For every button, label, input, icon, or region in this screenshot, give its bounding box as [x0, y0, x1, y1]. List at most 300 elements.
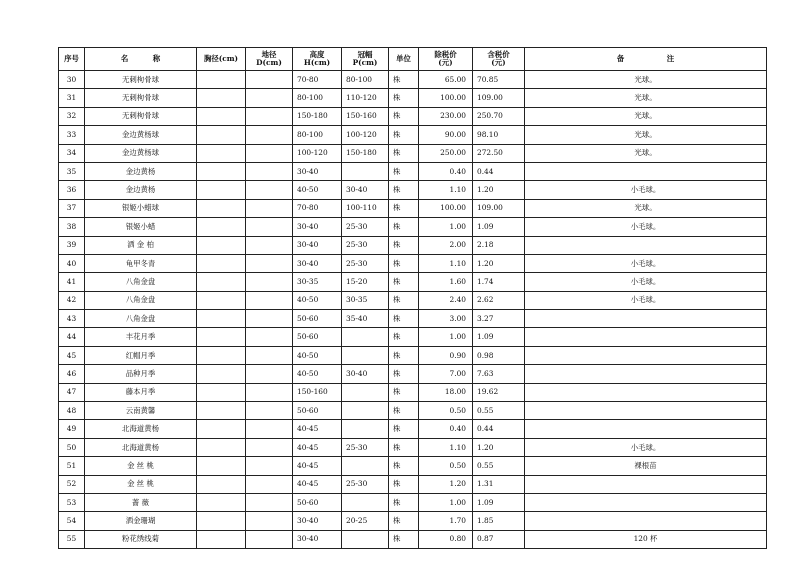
header-price-ex-tax-line1: 除税价 [434, 50, 457, 59]
cell-price-ex-tax: 3.00 [419, 310, 473, 328]
cell-unit: 株 [389, 457, 419, 475]
cell-unit: 株 [389, 144, 419, 162]
cell-price-ex-tax: 1.00 [419, 328, 473, 346]
cell-name: 藤本月季 [85, 383, 197, 401]
cell-crown [342, 420, 389, 438]
cell-price-inc-tax: 1.20 [473, 181, 525, 199]
cell-price-ex-tax: 0.50 [419, 457, 473, 475]
cell-name: 北海道黄杨 [85, 420, 197, 438]
cell-height: 40-50 [293, 346, 342, 364]
cell-crown [342, 530, 389, 548]
cell-dbh [197, 291, 246, 309]
cell-price-ex-tax: 1.10 [419, 254, 473, 272]
header-remark: 备 注 [525, 48, 767, 71]
cell-height: 40-45 [293, 475, 342, 493]
cell-price-inc-tax: 109.00 [473, 89, 525, 107]
cell-ground-diameter [246, 402, 293, 420]
cell-remark [525, 328, 767, 346]
header-dbh: 胸径(cm) [197, 48, 246, 71]
cell-price-inc-tax: 3.27 [473, 310, 525, 328]
cell-name: 蔷 薇 [85, 493, 197, 511]
cell-ground-diameter [246, 107, 293, 125]
cell-remark: 小毛球。 [525, 273, 767, 291]
cell-crown [342, 493, 389, 511]
cell-dbh [197, 71, 246, 89]
cell-unit: 株 [389, 181, 419, 199]
cell-height: 80-100 [293, 126, 342, 144]
cell-unit: 株 [389, 273, 419, 291]
cell-name: 银姬小蜡 [85, 218, 197, 236]
table-row [59, 71, 767, 89]
cell-remark [525, 402, 767, 420]
cell-unit: 株 [389, 438, 419, 456]
cell-price-ex-tax: 1.00 [419, 493, 473, 511]
cell-price-inc-tax: 0.55 [473, 402, 525, 420]
cell-unit: 株 [389, 236, 419, 254]
cell-remark [525, 420, 767, 438]
cell-price-inc-tax: 1.85 [473, 512, 525, 530]
cell-price-ex-tax: 0.40 [419, 420, 473, 438]
cell-seq: 41 [59, 273, 85, 291]
cell-price-inc-tax: 0.44 [473, 162, 525, 180]
header-price-inc-tax [473, 48, 525, 71]
cell-dbh [197, 402, 246, 420]
table-row [59, 493, 767, 511]
cell-name: 北海道黄杨 [85, 438, 197, 456]
cell-seq: 55 [59, 530, 85, 548]
cell-unit: 株 [389, 126, 419, 144]
cell-dbh [197, 254, 246, 272]
cell-price-ex-tax: 1.10 [419, 181, 473, 199]
cell-price-ex-tax: 1.10 [419, 438, 473, 456]
cell-unit: 株 [389, 291, 419, 309]
cell-remark [525, 475, 767, 493]
cell-crown [342, 402, 389, 420]
cell-unit: 株 [389, 475, 419, 493]
cell-price-inc-tax: 0.55 [473, 457, 525, 475]
table-row [59, 107, 767, 125]
cell-seq: 53 [59, 493, 85, 511]
cell-price-inc-tax: 70.85 [473, 71, 525, 89]
cell-ground-diameter [246, 530, 293, 548]
cell-unit: 株 [389, 346, 419, 364]
table-row [59, 328, 767, 346]
cell-crown: 25-30 [342, 218, 389, 236]
cell-dbh [197, 89, 246, 107]
cell-dbh [197, 310, 246, 328]
header-height [293, 48, 342, 71]
cell-crown: 100-120 [342, 126, 389, 144]
cell-dbh [197, 493, 246, 511]
cell-name: 金边黄杨 [85, 162, 197, 180]
cell-height: 30-40 [293, 218, 342, 236]
header-crown-line2: P(cm) [352, 58, 378, 67]
cell-crown: 35-40 [342, 310, 389, 328]
cell-remark: 光球。 [525, 144, 767, 162]
header-crown-line1: 冠幅 [357, 50, 373, 59]
cell-crown [342, 162, 389, 180]
cell-seq: 49 [59, 420, 85, 438]
cell-unit: 株 [389, 71, 419, 89]
cell-price-ex-tax: 230.00 [419, 107, 473, 125]
cell-name: 金 丝 桃 [85, 475, 197, 493]
cell-remark: 小毛球。 [525, 218, 767, 236]
header-crown [342, 48, 389, 71]
table-row [59, 512, 767, 530]
table-row [59, 218, 767, 236]
cell-unit: 株 [389, 493, 419, 511]
cell-ground-diameter [246, 89, 293, 107]
cell-ground-diameter [246, 71, 293, 89]
cell-unit: 株 [389, 402, 419, 420]
cell-price-ex-tax: 90.00 [419, 126, 473, 144]
cell-height: 70-80 [293, 71, 342, 89]
cell-remark: 小毛球。 [525, 181, 767, 199]
cell-dbh [197, 144, 246, 162]
cell-dbh [197, 218, 246, 236]
cell-ground-diameter [246, 346, 293, 364]
cell-price-ex-tax: 2.40 [419, 291, 473, 309]
cell-crown: 150-180 [342, 144, 389, 162]
cell-crown [342, 328, 389, 346]
cell-dbh [197, 162, 246, 180]
table-row [59, 438, 767, 456]
cell-price-inc-tax: 1.09 [473, 493, 525, 511]
cell-ground-diameter [246, 273, 293, 291]
cell-ground-diameter [246, 328, 293, 346]
cell-unit: 株 [389, 365, 419, 383]
cell-crown: 100-110 [342, 199, 389, 217]
cell-name: 八角金盘 [85, 291, 197, 309]
table-row [59, 420, 767, 438]
cell-unit: 株 [389, 218, 419, 236]
cell-price-inc-tax: 109.00 [473, 199, 525, 217]
cell-price-inc-tax: 19.62 [473, 383, 525, 401]
cell-height: 70-80 [293, 199, 342, 217]
table-row [59, 365, 767, 383]
table-row [59, 162, 767, 180]
cell-crown: 30-35 [342, 291, 389, 309]
cell-remark [525, 493, 767, 511]
cell-unit: 株 [389, 89, 419, 107]
cell-seq: 34 [59, 144, 85, 162]
table-row [59, 530, 767, 548]
cell-height: 30-40 [293, 530, 342, 548]
table-row [59, 457, 767, 475]
cell-ground-diameter [246, 475, 293, 493]
cell-unit: 株 [389, 254, 419, 272]
table-row [59, 310, 767, 328]
cell-remark: 120 杯 [525, 530, 767, 548]
cell-price-ex-tax: 7.00 [419, 365, 473, 383]
cell-ground-diameter [246, 493, 293, 511]
cell-crown: 30-40 [342, 181, 389, 199]
cell-remark: 光球。 [525, 126, 767, 144]
cell-crown: 150-160 [342, 107, 389, 125]
cell-seq: 33 [59, 126, 85, 144]
cell-height: 30-40 [293, 254, 342, 272]
cell-name: 品种月季 [85, 365, 197, 383]
table-row [59, 199, 767, 217]
cell-seq: 31 [59, 89, 85, 107]
cell-dbh [197, 126, 246, 144]
cell-height: 40-45 [293, 438, 342, 456]
cell-seq: 44 [59, 328, 85, 346]
cell-remark [525, 310, 767, 328]
cell-height: 150-160 [293, 383, 342, 401]
cell-remark: 小毛球。 [525, 291, 767, 309]
cell-price-ex-tax: 1.20 [419, 475, 473, 493]
cell-name: 红帽月季 [85, 346, 197, 364]
cell-name: 云南黄馨 [85, 402, 197, 420]
price-table [58, 47, 767, 549]
cell-dbh [197, 383, 246, 401]
cell-name: 无刺枸骨球 [85, 107, 197, 125]
cell-remark [525, 383, 767, 401]
cell-dbh [197, 420, 246, 438]
table-row [59, 89, 767, 107]
cell-price-ex-tax: 0.50 [419, 402, 473, 420]
cell-ground-diameter [246, 291, 293, 309]
cell-height: 40-45 [293, 420, 342, 438]
cell-ground-diameter [246, 365, 293, 383]
cell-crown: 20-25 [342, 512, 389, 530]
cell-height: 30-35 [293, 273, 342, 291]
cell-dbh [197, 475, 246, 493]
cell-price-inc-tax: 1.09 [473, 218, 525, 236]
header-unit: 单位 [389, 48, 419, 71]
cell-price-ex-tax: 1.70 [419, 512, 473, 530]
cell-crown: 30-40 [342, 365, 389, 383]
cell-unit: 株 [389, 530, 419, 548]
cell-height: 100-120 [293, 144, 342, 162]
cell-price-inc-tax: 1.20 [473, 254, 525, 272]
cell-name: 金边黄杨 [85, 181, 197, 199]
cell-name: 龟甲冬青 [85, 254, 197, 272]
cell-ground-diameter [246, 383, 293, 401]
cell-crown: 25-30 [342, 254, 389, 272]
cell-height: 50-60 [293, 402, 342, 420]
cell-name: 粉花绣线菊 [85, 530, 197, 548]
table-row [59, 273, 767, 291]
header-price-ex-tax-line2: (元) [438, 58, 453, 67]
cell-dbh [197, 199, 246, 217]
cell-price-inc-tax: 0.44 [473, 420, 525, 438]
cell-price-inc-tax: 1.31 [473, 475, 525, 493]
cell-seq: 50 [59, 438, 85, 456]
cell-ground-diameter [246, 420, 293, 438]
header-seq: 序号 [59, 48, 85, 71]
cell-ground-diameter [246, 438, 293, 456]
cell-ground-diameter [246, 126, 293, 144]
cell-remark [525, 162, 767, 180]
cell-name: 无刺枸骨球 [85, 71, 197, 89]
cell-name: 金边黄杨球 [85, 144, 197, 162]
cell-price-inc-tax: 250.70 [473, 107, 525, 125]
cell-crown [342, 457, 389, 475]
cell-ground-diameter [246, 199, 293, 217]
cell-dbh [197, 512, 246, 530]
cell-remark [525, 236, 767, 254]
cell-dbh [197, 457, 246, 475]
cell-name: 金边黄杨球 [85, 126, 197, 144]
header-row [59, 48, 767, 71]
cell-name: 八角金盘 [85, 310, 197, 328]
cell-seq: 32 [59, 107, 85, 125]
cell-ground-diameter [246, 218, 293, 236]
cell-seq: 43 [59, 310, 85, 328]
cell-crown: 110-120 [342, 89, 389, 107]
cell-height: 150-180 [293, 107, 342, 125]
cell-crown: 80-100 [342, 71, 389, 89]
cell-name: 洒 金 柏 [85, 236, 197, 254]
cell-price-ex-tax: 65.00 [419, 71, 473, 89]
header-price-inc-tax-line1: 含税价 [487, 50, 510, 59]
table-row [59, 383, 767, 401]
cell-unit: 株 [389, 512, 419, 530]
cell-price-ex-tax: 18.00 [419, 383, 473, 401]
cell-name: 银姬小蜡球 [85, 199, 197, 217]
cell-dbh [197, 181, 246, 199]
cell-ground-diameter [246, 236, 293, 254]
cell-seq: 36 [59, 181, 85, 199]
cell-height: 30-40 [293, 512, 342, 530]
cell-ground-diameter [246, 512, 293, 530]
table-row [59, 346, 767, 364]
header-height-line1: 高度 [309, 50, 325, 59]
cell-dbh [197, 328, 246, 346]
cell-height: 50-60 [293, 310, 342, 328]
cell-seq: 47 [59, 383, 85, 401]
cell-price-inc-tax: 1.74 [473, 273, 525, 291]
cell-unit: 株 [389, 383, 419, 401]
cell-crown: 25-30 [342, 438, 389, 456]
cell-height: 80-100 [293, 89, 342, 107]
cell-price-ex-tax: 2.00 [419, 236, 473, 254]
cell-price-ex-tax: 250.00 [419, 144, 473, 162]
cell-seq: 30 [59, 71, 85, 89]
cell-unit: 株 [389, 199, 419, 217]
cell-seq: 46 [59, 365, 85, 383]
cell-unit: 株 [389, 107, 419, 125]
cell-seq: 42 [59, 291, 85, 309]
table-row [59, 291, 767, 309]
cell-remark: 光球。 [525, 71, 767, 89]
cell-remark [525, 512, 767, 530]
cell-price-ex-tax: 1.00 [419, 218, 473, 236]
cell-dbh [197, 438, 246, 456]
cell-height: 40-50 [293, 365, 342, 383]
cell-name: 金 丝 桃 [85, 457, 197, 475]
cell-ground-diameter [246, 310, 293, 328]
cell-seq: 54 [59, 512, 85, 530]
cell-dbh [197, 107, 246, 125]
cell-price-inc-tax: 0.98 [473, 346, 525, 364]
cell-remark [525, 365, 767, 383]
table-row [59, 254, 767, 272]
cell-unit: 株 [389, 420, 419, 438]
cell-height: 50-60 [293, 493, 342, 511]
cell-price-inc-tax: 2.18 [473, 236, 525, 254]
cell-remark: 光球。 [525, 107, 767, 125]
cell-price-ex-tax: 0.90 [419, 346, 473, 364]
cell-name: 丰花月季 [85, 328, 197, 346]
header-price-ex-tax [419, 48, 473, 71]
cell-price-ex-tax: 0.80 [419, 530, 473, 548]
cell-name: 洒金珊瑚 [85, 512, 197, 530]
header-ground-diameter [246, 48, 293, 71]
cell-crown [342, 383, 389, 401]
cell-ground-diameter [246, 144, 293, 162]
table-row [59, 144, 767, 162]
cell-price-inc-tax: 1.09 [473, 328, 525, 346]
cell-seq: 38 [59, 218, 85, 236]
header-height-line2: H(cm) [303, 58, 331, 67]
cell-crown: 25-30 [342, 236, 389, 254]
table-row [59, 236, 767, 254]
cell-crown [342, 346, 389, 364]
cell-seq: 35 [59, 162, 85, 180]
cell-unit: 株 [389, 162, 419, 180]
cell-dbh [197, 236, 246, 254]
cell-height: 30-40 [293, 162, 342, 180]
cell-seq: 45 [59, 346, 85, 364]
cell-height: 40-50 [293, 181, 342, 199]
cell-dbh [197, 346, 246, 364]
cell-seq: 37 [59, 199, 85, 217]
cell-name: 八角金盘 [85, 273, 197, 291]
cell-price-ex-tax: 100.00 [419, 89, 473, 107]
cell-dbh [197, 273, 246, 291]
cell-crown: 15-20 [342, 273, 389, 291]
cell-price-inc-tax: 272.50 [473, 144, 525, 162]
cell-name: 无刺枸骨球 [85, 89, 197, 107]
table-row [59, 402, 767, 420]
cell-dbh [197, 365, 246, 383]
cell-remark: 小毛球。 [525, 254, 767, 272]
cell-crown: 25-30 [342, 475, 389, 493]
cell-price-ex-tax: 0.40 [419, 162, 473, 180]
cell-price-inc-tax: 7.63 [473, 365, 525, 383]
cell-price-inc-tax: 1.20 [473, 438, 525, 456]
header-ground-diameter-line1: 地径 [261, 50, 277, 59]
table-body [59, 71, 767, 549]
cell-height: 30-40 [293, 236, 342, 254]
cell-remark: 裸根苗 [525, 457, 767, 475]
cell-price-inc-tax: 98.10 [473, 126, 525, 144]
cell-ground-diameter [246, 254, 293, 272]
cell-price-ex-tax: 1.60 [419, 273, 473, 291]
cell-remark: 光球。 [525, 199, 767, 217]
cell-ground-diameter [246, 181, 293, 199]
header-ground-diameter-line2: D(cm) [256, 58, 282, 67]
cell-remark: 光球。 [525, 89, 767, 107]
table-row [59, 181, 767, 199]
cell-height: 50-60 [293, 328, 342, 346]
cell-seq: 48 [59, 402, 85, 420]
cell-price-inc-tax: 2.62 [473, 291, 525, 309]
cell-ground-diameter [246, 457, 293, 475]
cell-dbh [197, 530, 246, 548]
cell-price-inc-tax: 0.87 [473, 530, 525, 548]
header-name: 名 称 [85, 48, 197, 71]
cell-remark: 小毛球。 [525, 438, 767, 456]
cell-height: 40-45 [293, 457, 342, 475]
cell-seq: 51 [59, 457, 85, 475]
cell-seq: 40 [59, 254, 85, 272]
cell-unit: 株 [389, 328, 419, 346]
header-price-inc-tax-line2: (元) [491, 58, 506, 67]
